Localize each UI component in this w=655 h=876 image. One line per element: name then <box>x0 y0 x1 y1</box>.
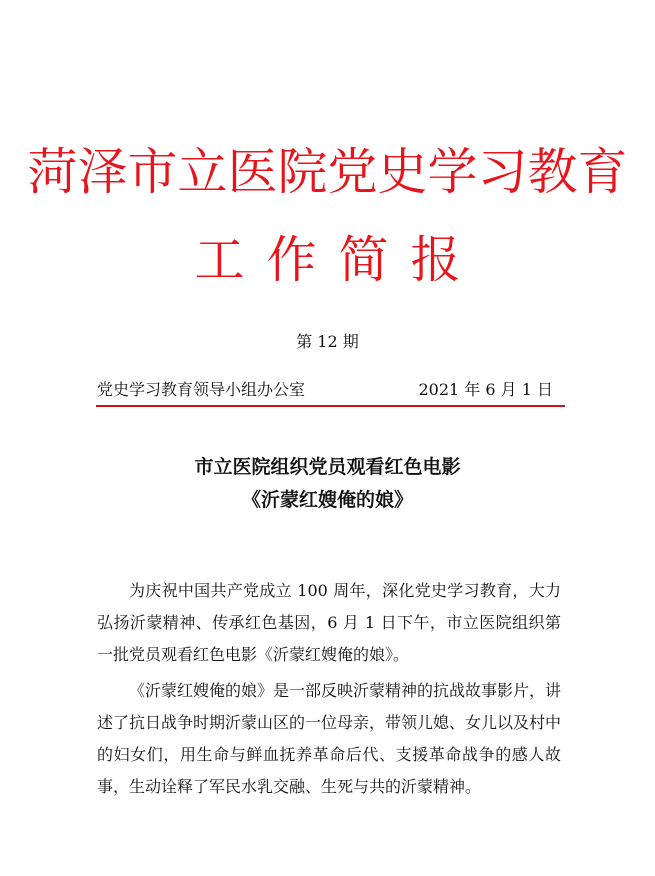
header-divider <box>96 405 565 407</box>
article-headline: 市立医院组织党员观看红色电影 <box>194 456 461 478</box>
issue-number: 第 12 期 <box>296 332 359 351</box>
masthead-title: 菏泽市立医院党史学习教育 <box>27 143 628 201</box>
paragraph-text: 为庆祝中国共产党成立 100 周年，深化党史学习教育，大力弘扬沂蒙精神、传承红色基因，6 月 1 日下午，市立医院组织第一批党员观看红色电影《沂蒙红嫂俺的娘》。 <box>97 581 561 664</box>
issue-date: 2021 年 6 月 1 日 <box>418 380 553 399</box>
article-paragraph <box>97 659 561 819</box>
article-headline-film-title: 《沂蒙红嫂俺的娘》 <box>241 489 413 511</box>
paragraph-text: 《沂蒙红嫂俺的娘》是一部反映沂蒙精神的抗战故事影片，讲述了抗日战争时期沂蒙山区的一位母亲，带领儿媳、女儿以及村中的妇女们，用生命与鲜血抚养革命后代、支援革命战争的感人故事，生动诠释了军民水乳交融、生死与共的沂蒙精神。 <box>97 681 562 796</box>
masthead-subtitle: 工作简报 <box>194 231 483 289</box>
issuing-organization: 党史学习教育领导小组办公室 <box>97 380 306 399</box>
